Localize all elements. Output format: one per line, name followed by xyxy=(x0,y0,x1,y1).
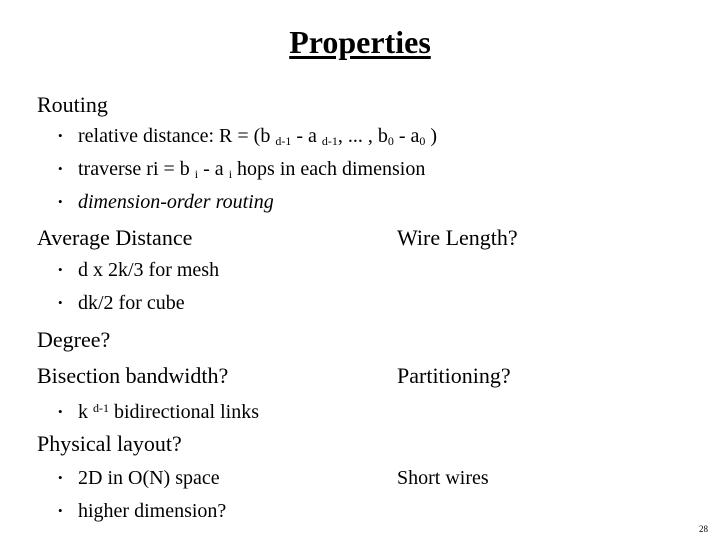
page-number: 28 xyxy=(699,524,708,534)
bullet-icon: • xyxy=(58,262,63,277)
bullet-icon: • xyxy=(58,194,63,209)
bullet-icon: • xyxy=(58,161,63,176)
wire-length-heading: Wire Length? xyxy=(397,225,518,250)
short-wires-text: Short wires xyxy=(397,467,489,489)
physical-layout-bullet-2d: • 2D in O(N) space xyxy=(58,467,220,489)
bullet-icon: • xyxy=(58,295,63,310)
bisection-bullet-links: • k $^{d-1}$ bidirectional links xyxy=(58,401,259,423)
bullet-icon: • xyxy=(58,404,63,419)
degree-heading: Degree? xyxy=(37,327,111,352)
average-distance-bullet-cube: • dk/2 for cube xyxy=(58,292,185,314)
average-distance-heading: Average Distance xyxy=(37,225,193,250)
bullet-icon: • xyxy=(58,470,63,485)
routing-heading: Routing xyxy=(37,92,108,117)
bisection-heading: Bisection bandwidth? xyxy=(37,363,229,388)
partitioning-heading: Partitioning? xyxy=(397,363,511,388)
page-title: Properties xyxy=(289,24,431,60)
routing-bullet-relative-distance: • relative distance: R = (b $_{d-1}$ - a $_{d-1}$, ... , $b_0 - a_0$ ) xyxy=(58,125,438,148)
bullet-icon: • xyxy=(58,128,63,143)
physical-layout-bullet-higher-dimension: • higher dimension? xyxy=(58,500,227,522)
routing-bullet-dimension-order: • dimension-order routing xyxy=(58,191,274,213)
routing-bullet-traverse: • traverse ri = b $_i$ - a $_i$ hops in each dimension xyxy=(58,158,426,181)
physical-layout-heading: Physical layout? xyxy=(37,431,182,456)
bullet-icon: • xyxy=(58,503,63,518)
average-distance-bullet-mesh: • d x 2k/3 for mesh xyxy=(58,259,220,281)
